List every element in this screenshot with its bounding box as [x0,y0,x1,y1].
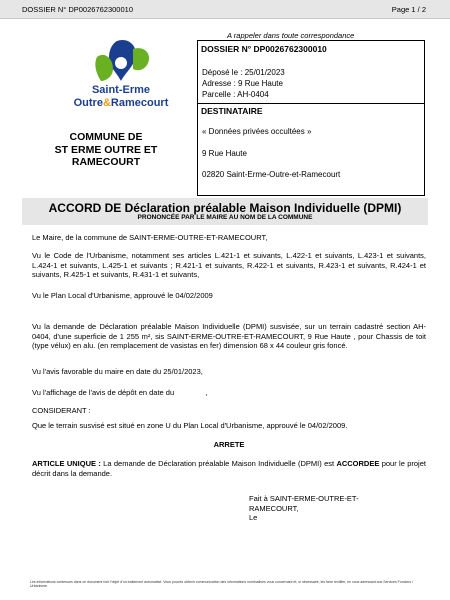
destinataire-line2: 9 Rue Haute [202,149,247,158]
decision-subtitle: PRONONCÉE PAR LE MAIRE AU NOM DE LA COMMUNE [137,214,313,221]
destinataire-title: DESTINATAIRE [201,106,263,116]
commune-line: RAMECOURT [71,156,141,168]
parcelle: Parcelle : AH-0404 [202,90,269,99]
decision-banner [22,198,428,225]
reminder-note: A rappeler dans toute correspondance [227,31,355,40]
destinataire-line1: « Données privées occultées » [202,127,312,136]
decision-title: ACCORD DE Déclaration préalable Maison Individuelle (DPMI) [48,201,402,215]
article-text-b: pour le projet décrit dans la demande. [32,459,426,478]
footer-notice: Les informations contenues dans ce document font l'objet d'un traitement automatisé. Vous pouvez obtenir communication des informations nominatives vous concernant et, si nécessaire, les faire rectifier, en vous adressant aux Services Fonciers / Urbanisme. [30,580,414,589]
destinataire-line3: 02820 Saint-Erme-Outre-et-Ramecourt [202,170,341,179]
signature-line3: Le [249,513,258,522]
commune-line: ST ERME OUTRE ET [54,143,158,156]
logo-green-leaf-right-shape [133,48,149,70]
commune-line: COMMUNE DE [69,131,143,143]
adresse: Adresse : 9 Rue Haute [202,79,283,88]
header-dossier-ref: DOSSIER N° DP0026762300010 [22,5,133,14]
article-label: ARTICLE UNIQUE : [32,459,101,468]
plu-paragraph: Vu le Plan Local d'Urbanisme, approuvé le 04/02/2009 [32,291,213,300]
terrain-paragraph: Que le terrain susvisé est situé en zone U du Plan Local d'Urbanisme, approuvé le 04/02/2009. [32,421,348,430]
arrete-heading: ARRETE [213,440,245,449]
code-paragraph: Vu le Code de l'Urbanisme, notamment ses articles L.421-1 et suivants, L.422-1 et suivants, L.423-1 et suivants, L.424-1 et suivants, L.425-1 et suivants ; R.421-1 et suivants, R.422-1 et suivants, R.423-1 et suivants, R.424-1 et suivants, R.425-1 et suivants, R.431-1 et suivants, [32,251,426,279]
depose-date: Déposé le : 25/01/2023 [202,68,285,77]
header-bar [0,0,450,19]
destinataire-box [197,104,425,196]
commune-name [36,131,176,169]
logo-dove-icon [115,57,127,69]
commune-logo [73,35,169,113]
logo-text-line2: Outre&Ramecourt [73,97,169,109]
signature-block [249,494,389,523]
signature-line1: Fait à SAINT-ERME-OUTRE-ET- [249,494,359,503]
dossier-box [197,40,425,104]
logo-text-line1: Saint-Erme [91,84,151,96]
article-paragraph [32,459,426,478]
affichage-paragraph: Vu l'affichage de l'avis de dépôt en date du , [32,388,208,397]
considerant-heading: CONSIDERANT : [32,406,91,415]
dossier-box-title: DOSSIER N° DP0026762300010 [201,44,327,54]
article-text-a: La demande de Déclaration préalable Maison Individuelle (DPMI) est [100,459,337,468]
maire-paragraph: Le Maire, de la commune de SAINT-ERME-OUTRE-ET-RAMECOURT, [32,233,268,242]
signature-line2: RAMECOURT, [249,503,299,513]
avis-paragraph: Vu l'avis favorable du maire en date du 25/01/2023, [32,367,203,376]
article-decision: ACCORDEE [336,459,380,468]
demande-paragraph: Vu la demande de Déclaration préalable Maison Individuelle (DPMI) susvisée, sur un terrain cadastré section AH-0404, d'une superficie de 1 255 m², sis SAINT-ERME-OUTRE-ET-RAMECOURT, 9 Rue Haute , pour Chassis de toit (type vélux) en alu. (en remplacement de vasistas en fer) dimension 68 x 44 couleur gris foncé. [32,322,426,350]
header-page-number: Page 1 / 2 [391,5,426,14]
